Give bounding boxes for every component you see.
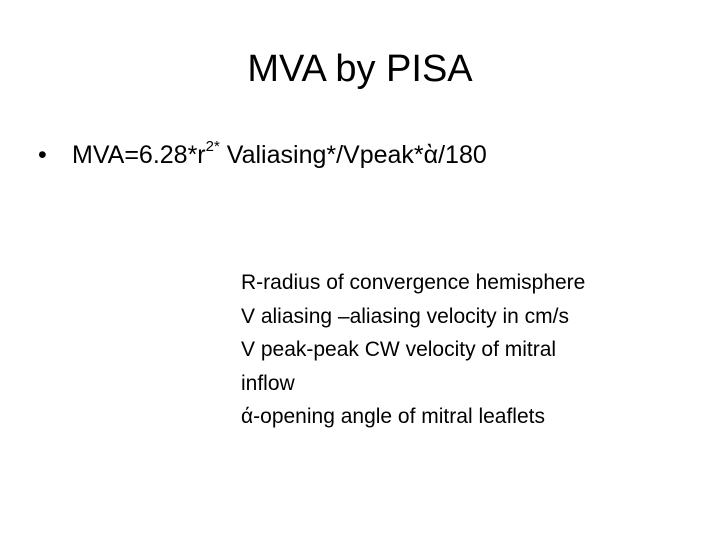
mva-formula bbox=[72, 138, 487, 170]
formula-part-1: MVA=6.28*r bbox=[72, 141, 206, 170]
formula-bullet bbox=[38, 130, 487, 175]
definition-v-peak-continued: inflow bbox=[241, 371, 295, 395]
definition-v-peak: V peak-peak CW velocity of mitral bbox=[241, 338, 557, 361]
definition-opening-angle: ά-opening angle of mitral leaflets bbox=[241, 405, 545, 428]
variable-definitions bbox=[241, 266, 701, 434]
formula-part-2: Valiasing*/Vpeak*ὰ/180 bbox=[219, 141, 487, 170]
bullet-marker: • bbox=[38, 141, 47, 170]
definition-radius: R-radius of convergence hemisphere bbox=[241, 271, 586, 294]
formula-superscript: 2* bbox=[205, 138, 220, 155]
definition-v-aliasing: V aliasing –aliasing velocity in cm/s bbox=[241, 304, 569, 328]
slide-title: MVA by PISA bbox=[247, 48, 473, 90]
